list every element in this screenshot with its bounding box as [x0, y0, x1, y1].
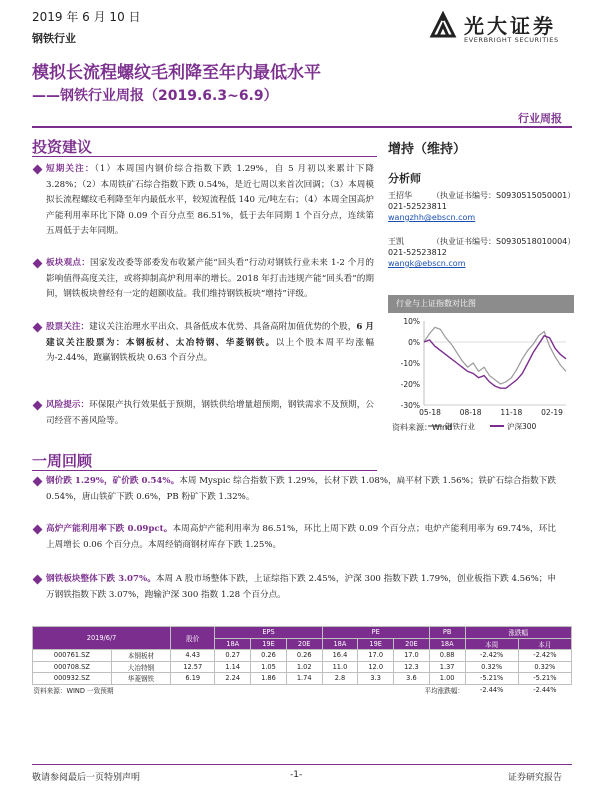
table-cell: 17.0: [358, 650, 394, 662]
table-group-pb: PB: [429, 627, 465, 639]
table-cell: 16.4: [322, 650, 358, 662]
table-row: [33, 650, 572, 662]
analyst-cert: （执业证书编号：S0930515050001）: [432, 191, 576, 200]
table-cell: 4.43: [171, 650, 215, 662]
table-group-change: 涨跌幅: [465, 627, 571, 639]
bullet-icon: [33, 323, 43, 333]
weekly-divider: [32, 470, 377, 471]
table-body: [33, 650, 572, 685]
x-tick-label: 11-18: [500, 408, 523, 417]
risk-label: 风险提示：: [46, 400, 90, 410]
table-cell: 2.24: [215, 673, 251, 685]
table-cell: 大冶特钢: [111, 661, 170, 673]
weekly-heading: 一周回顾: [32, 452, 93, 470]
analyst-email[interactable]: wangzhh@ebscn.com: [388, 213, 476, 222]
weekly-capacity-paragraph: [46, 522, 556, 553]
chart-title: 行业与上证指数对比图: [388, 295, 574, 313]
table-cell: 6.19: [171, 673, 215, 685]
weekly-capacity-label: 高炉产能利用率下跌 0.09pct。: [46, 524, 173, 534]
weekly-capacity-text: 本周高炉产能利用率为 86.51%，环比上周下跌 0.09 个百分点；电炉产能利用率为 69.74%，环比上周增长 0.06 个百分点。本周经销商钢材库存下跌 1.25%。: [46, 524, 556, 550]
table-cell: 0.26: [286, 650, 322, 662]
sector-view-label: 板块观点：: [46, 258, 91, 268]
analyst-name: 王招华: [388, 191, 412, 200]
logo-name-cn: 光大证券: [464, 14, 556, 38]
bullet-icon: [33, 575, 43, 585]
stock-focus-text-c: 以上个股本周平均涨幅为-2.44%，跑赢钢铁板块 0.63 个百分点。: [46, 337, 374, 363]
table-row: [33, 661, 572, 673]
x-tick-label: 05-18: [419, 408, 441, 417]
table-cell: 华菱钢铁: [111, 673, 170, 685]
x-tick-label: 02-19: [541, 408, 563, 417]
table-avg-week: -2.44%: [479, 686, 504, 694]
bullet-icon: [33, 259, 43, 269]
table-avg-label: 平均涨跌幅：: [424, 687, 465, 695]
sector-view-text: 国家发改委等部委发布收紧产能“回头看”行动对钢铁行业未来 1-2 个月的影响值得高度关注，或将抑制高炉利用率的增长。2018 年打击违规产能“回头看”的期间，钢铁板块曾经有一定的超额收益。我们维持钢铁板块“增持”评级。: [46, 258, 374, 299]
table-header-eps-18a: 18A: [215, 638, 251, 650]
footer-org: 证券研究报告: [507, 773, 562, 783]
report-subtitle: ——钢铁行业周报（2019.6.3~6.9）: [32, 88, 278, 104]
table-cell: 1.00: [429, 673, 465, 685]
analyst-heading: 分析师: [388, 172, 421, 185]
table-cell: 0.32%: [465, 661, 518, 673]
stock-focus-label: 股票关注：: [46, 322, 90, 332]
stock-performance-table: [32, 626, 572, 696]
table-row: [33, 673, 572, 685]
table-cell: 12.57: [171, 661, 215, 673]
table-cell: -5.21%: [518, 673, 571, 685]
table-cell: 000761.SZ: [33, 650, 112, 662]
table-cell: 本钢板材: [111, 650, 170, 662]
analyst-phone: 021-52523811: [388, 202, 447, 211]
table-cell: 0.27: [215, 650, 251, 662]
stock-focus-paragraph: [46, 320, 374, 367]
x-tick-label: 08-18: [459, 408, 482, 417]
investment-heading: 投资建议: [32, 138, 93, 156]
y-tick-label: -30%: [400, 401, 420, 410]
logo-mark-icon: [428, 10, 458, 40]
analyst-card: [388, 236, 575, 269]
short-term-paragraph: [46, 162, 374, 240]
table-footer-row: [33, 684, 572, 696]
table-cell: 1.05: [251, 661, 287, 673]
legend-label: 钢铁行业: [445, 422, 475, 431]
y-tick-label: 0%: [408, 338, 420, 347]
table-group-eps: EPS: [215, 627, 322, 639]
bullet-icon: [33, 477, 43, 487]
table-header-price: 股价: [171, 627, 215, 650]
sector-view-paragraph: [46, 256, 374, 303]
table-cell: 0.26: [251, 650, 287, 662]
logo-name-en: EVERBRIGHT SECURITIES: [464, 36, 559, 44]
table-header-pb-18a: 18A: [429, 638, 465, 650]
table-cell: 2.8: [322, 673, 358, 685]
analyst-email[interactable]: wangk@ebscn.com: [388, 259, 466, 268]
weekly-price-label: 钢价跌 1.29%，矿价跌 0.54%。: [46, 476, 180, 486]
weekly-sector-paragraph: [46, 572, 556, 603]
table-cell: 1.86: [251, 673, 287, 685]
table-header-pe-18a: 18A: [322, 638, 358, 650]
table-cell: 1.14: [215, 661, 251, 673]
table-avg-month: -2.44%: [533, 686, 557, 694]
short-term-label: 短期关注：: [46, 164, 95, 174]
comparison-chart: [388, 295, 574, 435]
table-cell: 12.3: [394, 661, 430, 673]
table-cell: 3.6: [394, 673, 430, 685]
table-cell: 0.32%: [518, 661, 571, 673]
risk-paragraph: [46, 398, 374, 429]
table-cell: -2.42%: [465, 650, 518, 662]
analyst-phone: 021-52523812: [388, 248, 447, 257]
table-header-pe-19e: 19E: [358, 638, 394, 650]
weekly-sector-label: 钢铁板块整体下跌 3.07%。: [46, 574, 156, 584]
bullet-icon: [33, 165, 43, 175]
table-cell: 1.74: [286, 673, 322, 685]
table-date: 2019/6/7: [33, 627, 171, 650]
table-cell: 0.88: [429, 650, 465, 662]
table-cell: 1.02: [286, 661, 322, 673]
report-title: 模拟长流程螺纹毛利降至年内最低水平: [32, 63, 321, 83]
page-number: -1-: [290, 770, 303, 780]
table-cell: 11.0: [322, 661, 358, 673]
footer-disclaimer: 敬请参阅最后一页特别声明: [32, 773, 141, 783]
y-tick-label: 10%: [403, 317, 420, 326]
footer-divider: [32, 764, 572, 765]
table-cell: 000932.SZ: [33, 673, 112, 685]
table-group-pe: PE: [322, 627, 429, 639]
table-cell: 3.3: [358, 673, 394, 685]
y-tick-label: -10%: [400, 359, 420, 368]
analyst-card: [388, 190, 575, 223]
weekly-sector-text: 本周 A 股市场整体下跌，上证综指下跌 2.45%，沪深 300 指数下跌 1.79%，创业板指下跌 4.56%；申万钢铁指数下跌 3.07%，跑输沪深 300 指数 1.28 个百分点。: [46, 574, 556, 600]
company-logo: [428, 8, 578, 48]
report-date: 2019 年 6 月 10 日: [32, 10, 141, 24]
weekly-price-paragraph: [46, 474, 556, 505]
header-divider: [32, 126, 572, 128]
bullet-icon: [33, 525, 43, 535]
analyst-name: 王凯: [388, 237, 404, 246]
table-cell: 000708.SZ: [33, 661, 112, 673]
stock-focus-text-b: 6 月建议关注股票为：本钢板材、太冶特钢、华菱钢铁。: [46, 322, 374, 348]
report-sector: 钢铁行业: [32, 32, 76, 45]
chart-plot: [388, 313, 574, 435]
table-header-eps-20e: 20E: [286, 638, 322, 650]
table-cell: -5.21%: [465, 673, 518, 685]
table-cell: -2.42%: [518, 650, 571, 662]
table-header-change-week: 本周: [465, 638, 518, 650]
stock-focus-text-a: 建议关注治理水平出众、具备低成本优势、具备高附加值优势的个股，: [89, 322, 357, 332]
weekly-price-text: 本周 Myspic 综合指数下跌 1.29%，长材下跌 1.08%，扁平材下跌 1.56%；铁矿石综合指数下跌 0.54%，唐山铁矿下跌 0.6%，PB 粉矿下跌 1.32%。: [46, 476, 556, 502]
y-tick-label: -20%: [400, 380, 420, 389]
table-note: 资料来源：WIND 一致预期: [33, 687, 114, 695]
rating: 增持（维持）: [388, 142, 467, 157]
report-type: 行业周报: [518, 112, 562, 125]
table-cell: 17.0: [394, 650, 430, 662]
short-term-text: （1）本周国内钢价综合指数下跌 1.29%，自 5 月初以来累计下降 3.28%；（2）本周铁矿石综合指数下跌 0.54%，是近七周以来首次回调；（3）本周模拟长流程螺纹毛利降至年内最低水平，较短流程低 140 元/吨左右；（4）本周全国高炉产能利用率环比下降 0.09 个百分点至 86.51%，低于去年同期 1 个百分点，连续第五周低于去年同期。: [46, 164, 374, 236]
table-header-pe-20e: 20E: [394, 638, 430, 650]
table-header-eps-19e: 19E: [251, 638, 287, 650]
bullet-icon: [33, 401, 43, 411]
table-header-change-month: 本月: [518, 638, 571, 650]
legend-label: 沪深300: [507, 422, 537, 431]
table-cell: 12.0: [358, 661, 394, 673]
table-cell: 1.37: [429, 661, 465, 673]
analyst-cert: （执业证书编号：S0930518010004）: [432, 237, 576, 246]
chart-source: 资料来源：Wind: [392, 423, 453, 432]
investment-divider: [32, 156, 377, 157]
risk-text: 环保限产执行效果低于预期，钢铁供给增量超预期，钢铁需求不及预期，公司经营不善风险等。: [46, 400, 374, 426]
